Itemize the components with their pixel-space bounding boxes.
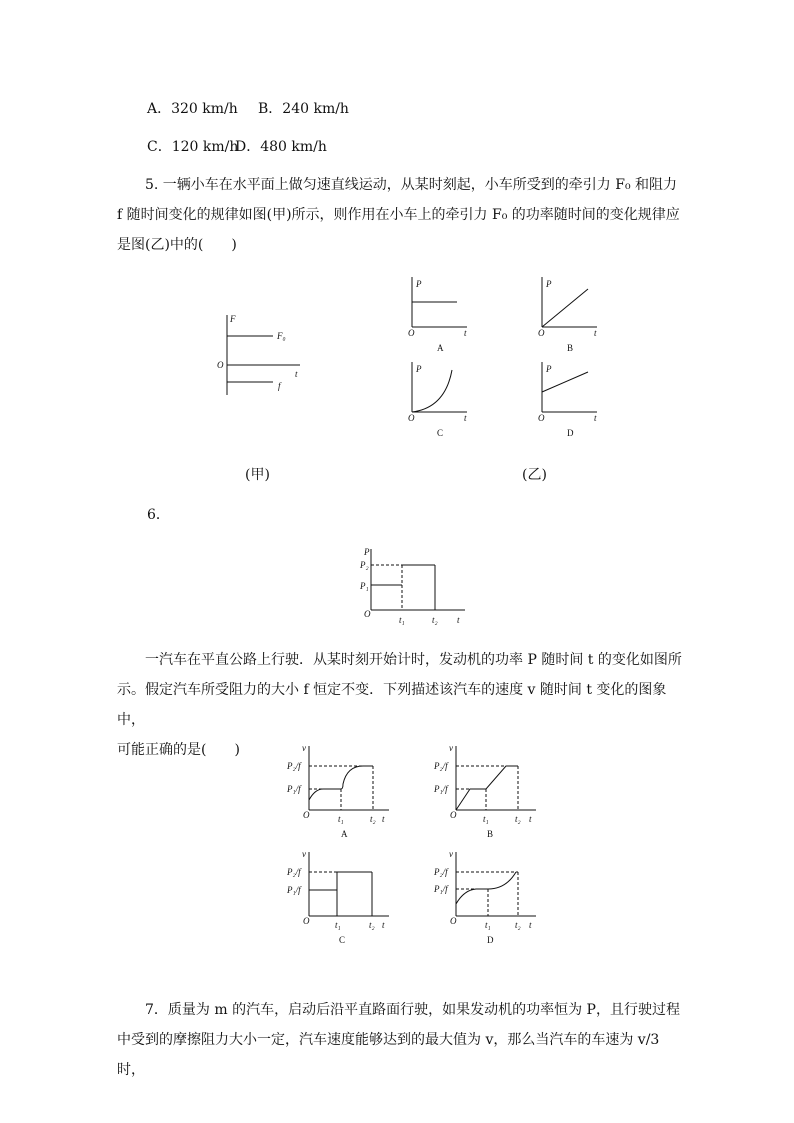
q6-b-t1: t₁	[483, 814, 489, 824]
q6-d-label: D	[487, 935, 494, 945]
q6-fig-t2-label: t₂	[432, 615, 438, 625]
q5-a-label: A	[437, 343, 444, 353]
q6-option-b-graph	[432, 742, 552, 842]
q5-b-x-label: t	[594, 328, 597, 338]
q5-jia-x-label: t	[295, 369, 298, 379]
q7-stem-line1: 7．质量为 m 的汽车，启动后沿平直路面行驶，如果发动机的功率恒为 P，且行驶过程	[145, 1002, 680, 1018]
q6-c-x-label: t	[382, 920, 385, 930]
q5-yi-option-c	[400, 360, 480, 440]
q6-b-t2: t₂	[515, 814, 521, 824]
q6-a-level2: P₂/f	[287, 761, 301, 771]
q5-d-x-label: t	[594, 413, 597, 423]
q6-stem-line1: 一汽车在平直公路上行驶．从某时刻开始计时，发动机的功率 P 随时间 t 的变化如图所	[145, 652, 682, 668]
q4-option-b: B．240 km/h	[258, 101, 349, 117]
q5-c-x-label: t	[464, 413, 467, 423]
q6-option-c-graph	[285, 848, 395, 948]
q6-c-t2: t₂	[369, 920, 375, 930]
q5-yi-option-d	[530, 360, 610, 440]
q5-stem-line2: f 随时间变化的规律如图(甲)所示，则作用在小车上的牵引力 F₀ 的功率随时间的变化规律应	[117, 207, 680, 223]
q4-option-d: D．480 km/h	[235, 139, 327, 155]
q6-d-t2: t₂	[515, 920, 521, 930]
q5-c-y-label: P	[416, 364, 422, 374]
q6-a-level1: P₁/f	[287, 784, 301, 794]
q6-c-level2: P₂/f	[287, 867, 301, 877]
q5-stem	[117, 170, 683, 260]
q6-d-y-label: v	[449, 849, 453, 859]
q6-fig-origin: O	[364, 609, 371, 619]
q5-jia-origin: O	[217, 360, 224, 370]
q5-c-origin: O	[408, 413, 415, 423]
q6-b-label: B	[487, 829, 494, 839]
q5-a-origin: O	[408, 328, 415, 338]
q4-option-a: A．320 km/h	[147, 101, 238, 117]
q6-b-origin: O	[450, 810, 457, 820]
q6-a-origin: O	[303, 810, 310, 820]
q6-d-x-label: t	[529, 920, 532, 930]
q6-b-x-label: t	[529, 814, 532, 824]
q6-stem-line2: 示。假定汽车所受阻力的大小 f 恒定不变．下列描述该汽车的速度 v 随时间 t 变化的图象中，	[117, 682, 667, 728]
q6-fig-y-label: P	[364, 547, 370, 557]
q6-d-origin: O	[450, 916, 457, 926]
q5-a-y-label: P	[416, 279, 422, 289]
q5-stem-line3: 是图(乙)中的( )	[117, 237, 237, 253]
q5-b-label: B	[567, 343, 574, 353]
q4-option-c: C．120 km/h	[147, 139, 239, 155]
q5-jia-f0-label: F₀	[277, 331, 286, 341]
q6-fig-x-label: t	[457, 615, 460, 625]
q6-b-level2: P₂/f	[434, 761, 448, 771]
q6-fig-p1-label: P₁	[360, 581, 369, 591]
q6-option-a-graph	[285, 742, 395, 842]
q6-a-t2: t₂	[370, 814, 376, 824]
q6-a-y-label: v	[302, 743, 306, 753]
q6-stem-line3: 可能正确的是( )	[117, 742, 240, 758]
q7-stem	[117, 995, 683, 1085]
q6-fig-p2-label: P₂	[360, 560, 369, 570]
q6-c-level1: P₁/f	[287, 885, 301, 895]
q6-b-level1: P₁/f	[434, 784, 448, 794]
q5-d-origin: O	[538, 413, 545, 423]
q6-stem	[117, 645, 683, 765]
q5-jia-f-label: f	[278, 381, 281, 391]
q5-d-label: D	[567, 428, 574, 438]
q5-stem-line1: 5. 一辆小车在水平面上做匀速直线运动，从某时刻起，小车所受到的牵引力 F₀ 和阻力	[145, 177, 678, 193]
q6-d-level2: P₂/f	[434, 867, 448, 877]
q6-c-label: C	[339, 935, 346, 945]
q7-stem-line2: 中受到的摩擦阻力大小一定，汽车速度能够达到的最大值为 v，那么当汽车的车速为 v/3 时，	[117, 1032, 660, 1078]
q5-d-y-label: P	[546, 364, 552, 374]
q6-c-y-label: v	[302, 849, 306, 859]
q6-power-figure	[355, 545, 475, 627]
q6-a-label: A	[341, 829, 348, 839]
q6-d-level1: P₁/f	[434, 884, 448, 894]
q5-figure-jia	[205, 305, 315, 400]
q5-caption-jia: (甲)	[245, 467, 270, 483]
q6-option-d-graph	[432, 848, 552, 948]
q6-number: 6．	[147, 507, 170, 523]
q5-b-origin: O	[538, 328, 545, 338]
q6-d-t1: t₁	[485, 920, 491, 930]
q5-c-label: C	[437, 428, 444, 438]
q6-c-t1: t₁	[335, 920, 341, 930]
q5-b-y-label: P	[546, 279, 552, 289]
q6-fig-t1-label: t₁	[399, 615, 405, 625]
q5-yi-option-a	[400, 275, 480, 355]
q6-a-x-label: t	[382, 814, 385, 824]
q5-caption-yi: (乙)	[522, 467, 547, 483]
q5-yi-option-b	[530, 275, 610, 355]
q5-jia-y-label: F	[230, 314, 236, 324]
q6-a-t1: t₁	[338, 814, 344, 824]
q6-b-y-label: v	[449, 743, 453, 753]
q5-a-x-label: t	[464, 328, 467, 338]
q6-c-origin: O	[303, 916, 310, 926]
